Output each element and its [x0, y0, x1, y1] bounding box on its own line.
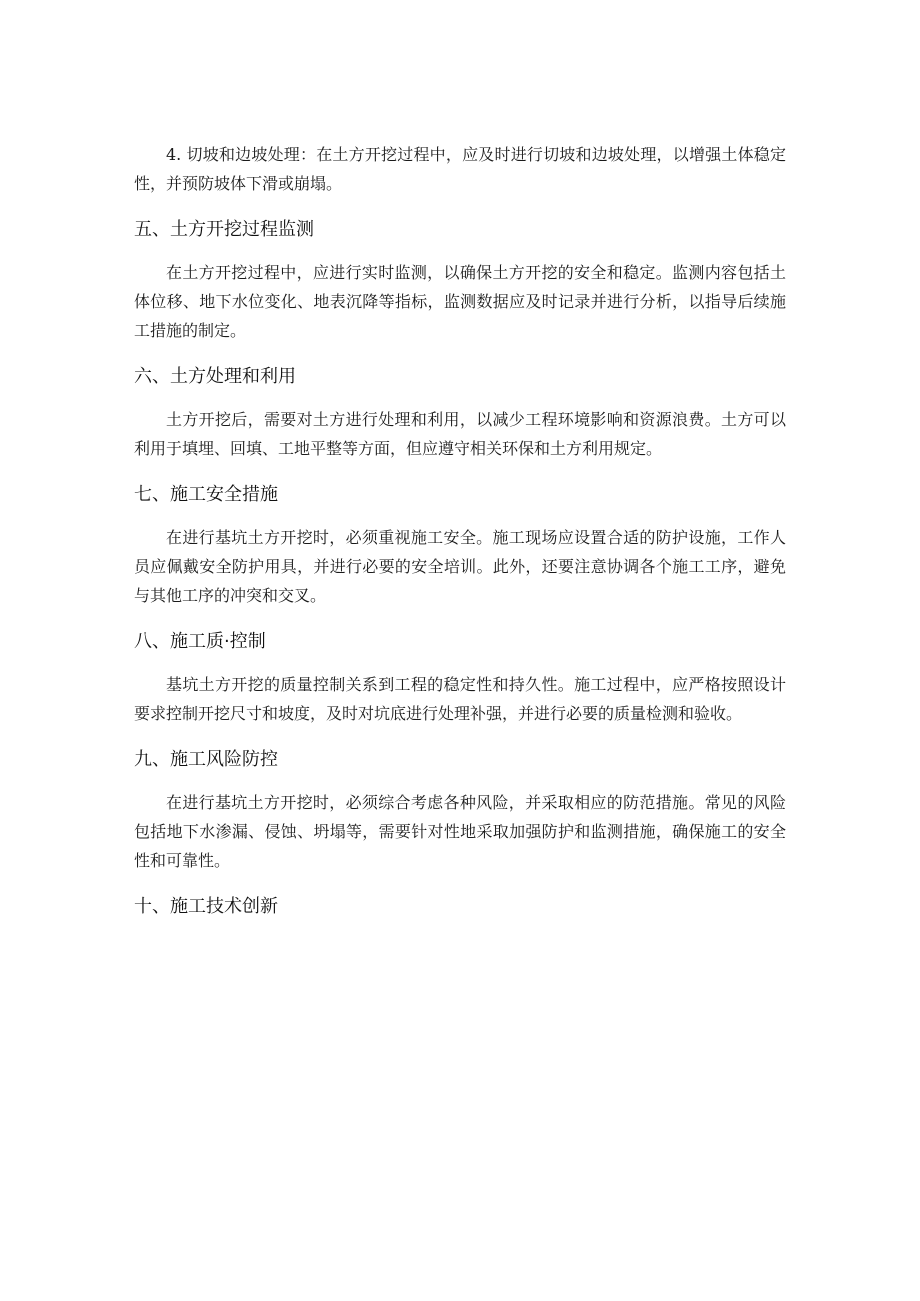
document-page: [134, 140, 786, 919]
intro-paragraph: 4. 切坡和边坡处理：在土方开挖过程中，应及时进行切坡和边坡处理，以增强土体稳定性，并预防坡体下滑或崩塌。: [134, 145, 786, 193]
section-heading-10: 十、施工技术创新: [134, 896, 278, 917]
section-paragraph-9: 在进行基坑土方开挖时，必须综合考虑各种风险，并采取相应的防范措施。常见的风险包括地下水渗漏、侵蚀、坍塌等，需要针对性地采取加强防护和监测措施，确保施工的安全性和可靠性。: [134, 793, 786, 870]
section-heading-6: 六、土方处理和利用: [134, 366, 296, 387]
section-paragraph-5: 在土方开挖过程中，应进行实时监测，以确保土方开挖的安全和稳定。监测内容包括土体位移、地下水位变化、地表沉降等指标，监测数据应及时记录并进行分析，以指导后续施工措施的制定。: [134, 263, 786, 340]
section-heading-5: 五、土方开挖过程监测: [134, 219, 314, 240]
section-paragraph-6: 土方开挖后，需要对土方进行处理和利用，以减少工程环境影响和资源浪费。土方可以利用于填埋、回填、工地平整等方面，但应遵守相关环保和土方利用规定。: [134, 410, 786, 458]
section-heading-7: 七、施工安全措施: [134, 484, 278, 505]
section-paragraph-7: 在进行基坑土方开挖时，必须重视施工安全。施工现场应设置合适的防护设施，工作人员应佩戴安全防护用具，并进行必要的安全培训。此外，还要注意协调各个施工工序，避免与其他工序的冲突和交叉。: [134, 528, 786, 605]
section-heading-8: 八、施工质·控制: [134, 631, 266, 652]
section-paragraph-8: 基坑土方开挖的质量控制关系到工程的稳定性和持久性。施工过程中，应严格按照设计要求控制开挖尺寸和坡度，及时对坑底进行处理补强，并进行必要的质量检测和验收。: [134, 675, 786, 723]
section-heading-9: 九、施工风险防控: [134, 749, 278, 770]
